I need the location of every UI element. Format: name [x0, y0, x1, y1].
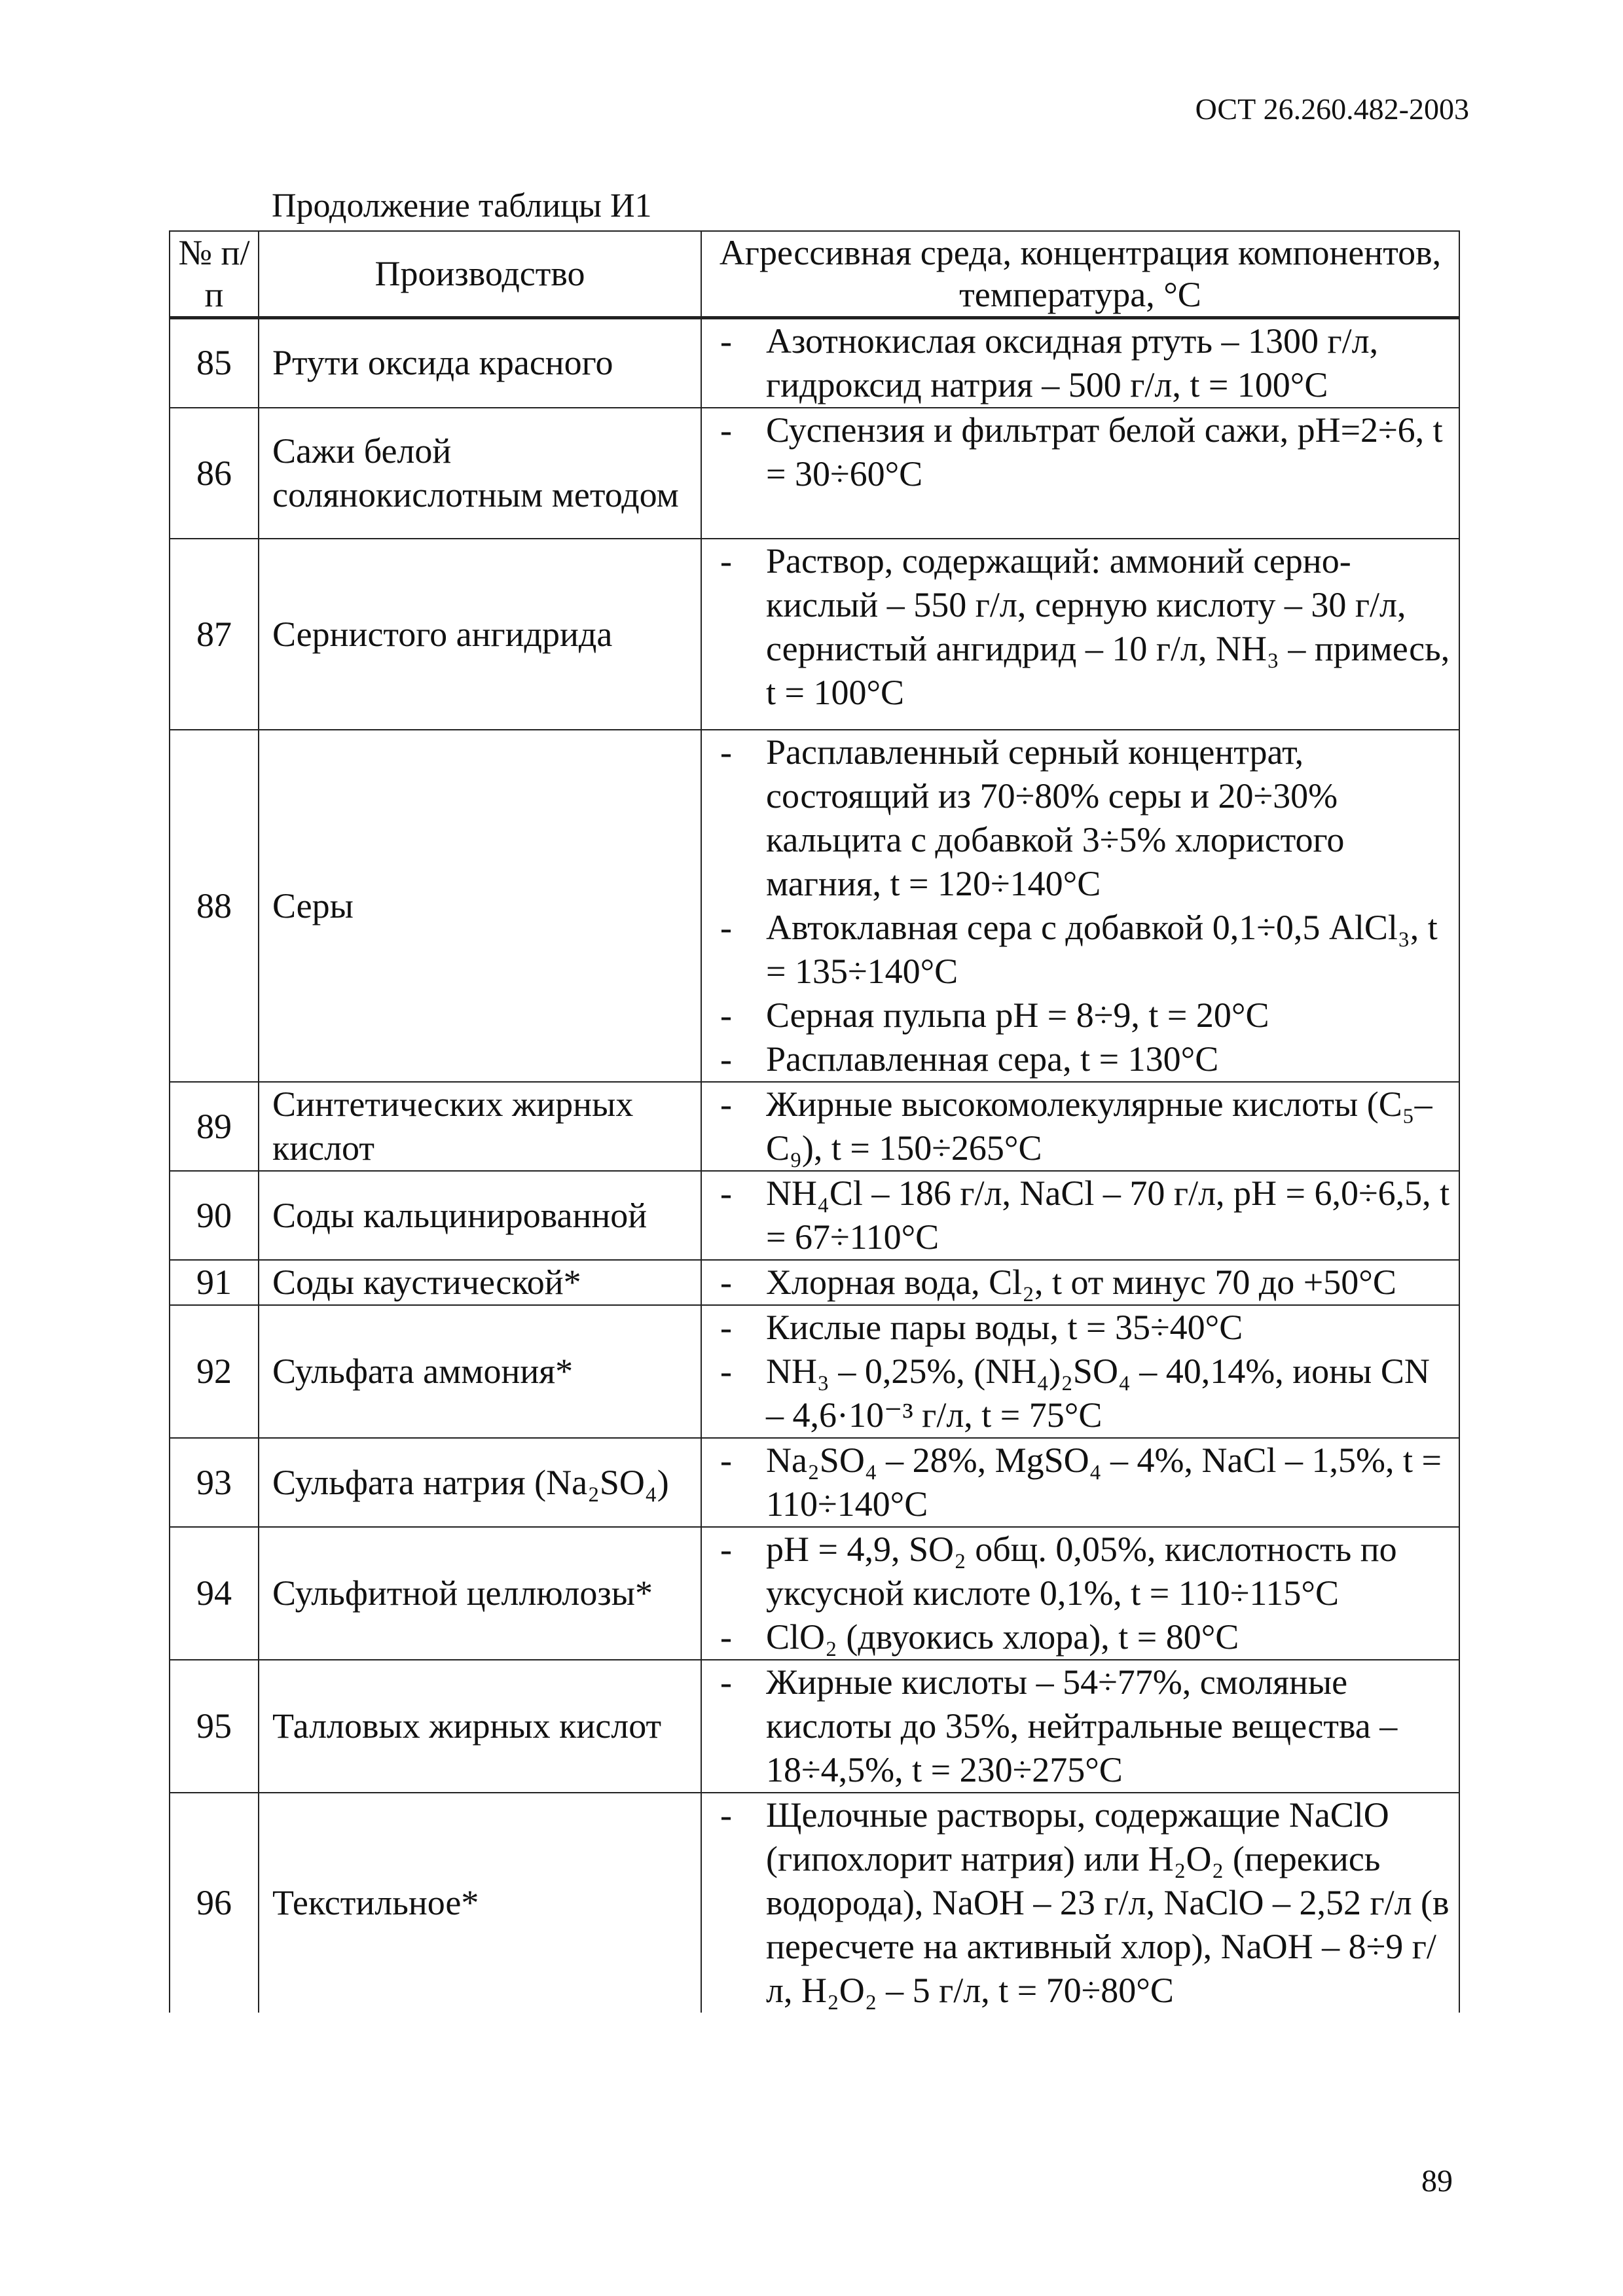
environment-text: Na₂SO₄ – 28%, MgSO₄ – 4%, NaCl – 1,5%, t = 110÷140°C	[766, 1441, 1442, 1524]
row-number: 96	[170, 1793, 259, 2013]
list-dash: -	[720, 410, 732, 450]
environment-item	[720, 994, 1455, 1037]
environment-text: Автоклавная сера с добавкой 0,1÷0,5 AlCl₃, t = 135÷140°C	[766, 908, 1438, 991]
environment-text: Хлорная вода, Cl₂, t от минус 70 до +50°C	[766, 1263, 1396, 1302]
row-number: 93	[170, 1438, 259, 1527]
row-number: 92	[170, 1305, 259, 1438]
environment-item	[720, 1660, 1455, 1792]
table-caption: Продолжение таблицы И1	[272, 187, 652, 224]
environment-text: Расплавленная сера, t = 130°C	[766, 1039, 1219, 1079]
table-row	[170, 1082, 1459, 1171]
environment-text: Расплавленный серный концентрат, состоящий из 70÷80% серы и 20÷30% кальцита с добавкой 3÷5% хлористого магния, t = 120÷140°C	[766, 732, 1345, 903]
list-dash: -	[720, 1263, 732, 1302]
environment-item	[720, 1172, 1455, 1259]
table-row	[170, 317, 1459, 408]
production-name: Соды каустической*	[259, 1260, 701, 1305]
production-name: Соды кальцинированной	[259, 1171, 701, 1260]
environment-item	[720, 408, 1455, 496]
production-name: Сульфитной целлюлозы*	[259, 1527, 701, 1660]
list-dash: -	[720, 1617, 732, 1657]
production-name: Серы	[259, 730, 701, 1082]
environment-item	[720, 1037, 1455, 1081]
environment-item	[720, 1439, 1455, 1526]
environment-cell	[701, 1305, 1459, 1438]
environment-text: Щелочные растворы, содержащие NaClO (гипохлорит натрия) или H₂O₂ (перекись водорода), NaOH – 23 г/л, NaClO – 2,52 г/л (в пересчете на активный хлор), NaOH – 8÷9 г/л, H₂O₂ – 5 г/л, t = 70÷80°C	[766, 1795, 1450, 2010]
list-dash: -	[720, 1174, 732, 1213]
page-number: 89	[1421, 2164, 1453, 2198]
table-row	[170, 1305, 1459, 1438]
list-dash: -	[720, 1662, 732, 1702]
table-row	[170, 1527, 1459, 1660]
table-row	[170, 1260, 1459, 1305]
table-row	[170, 539, 1459, 730]
data-table	[169, 230, 1460, 2013]
table-row	[170, 1793, 1459, 2013]
list-dash: -	[720, 908, 732, 947]
header-production: Производство	[259, 231, 701, 317]
table-row	[170, 1660, 1459, 1793]
production-name: Ртути оксида красного	[259, 317, 701, 408]
row-number: 94	[170, 1527, 259, 1660]
table-row	[170, 730, 1459, 1082]
table-row	[170, 1438, 1459, 1527]
environment-text: NH₃ – 0,25%, (NH₄)₂SO₄ – 40,14%, ионы CN – 4,6·10⁻³ г/л, t = 75°C	[766, 1352, 1430, 1435]
production-name: Сульфата натрия (Na₂SO₄)	[259, 1438, 701, 1527]
list-dash: -	[720, 1352, 732, 1391]
environment-cell	[701, 730, 1459, 1082]
list-dash: -	[720, 1530, 732, 1569]
environment-text: Жирные кислоты – 54÷77%, смоляные кислоты до 35%, нейтральные вещества – 18÷4,5%, t = 230÷275°C	[766, 1662, 1398, 1789]
list-dash: -	[720, 1039, 732, 1079]
row-number: 91	[170, 1260, 259, 1305]
environment-item	[720, 1083, 1455, 1170]
production-name: Сажи белой солянокислотным методом	[259, 408, 701, 539]
list-dash: -	[720, 321, 732, 361]
production-name: Талловых жирных кислот	[259, 1660, 701, 1793]
list-dash: -	[720, 1441, 732, 1480]
production-name: Сернистого ангидрида	[259, 539, 701, 730]
environment-text: Суспензия и фильтрат белой сажи, pH=2÷6, t = 30÷60°C	[766, 410, 1443, 493]
environment-item	[720, 730, 1455, 906]
table-row	[170, 408, 1459, 539]
environment-text: Жирные высокомолекулярные кислоты (C₅–C₉), t = 150÷265°C	[766, 1085, 1432, 1168]
environment-item	[720, 1793, 1455, 2013]
row-number: 88	[170, 730, 259, 1082]
environment-text: Серная пульпа pH = 8÷9, t = 20°C	[766, 996, 1269, 1035]
table-body	[170, 317, 1459, 2013]
environment-text: NH₄Cl – 186 г/л, NaCl – 70 г/л, pH = 6,0÷6,5, t = 67÷110°C	[766, 1174, 1450, 1257]
production-name: Синтетических жирных кислот	[259, 1082, 701, 1171]
environment-item	[720, 539, 1455, 715]
environment-item	[720, 1615, 1455, 1659]
row-number: 95	[170, 1660, 259, 1793]
environment-item	[720, 319, 1455, 407]
environment-cell	[701, 317, 1459, 408]
environment-item	[720, 1306, 1455, 1350]
environment-text: ClO₂ (двуокись хлора), t = 80°C	[766, 1617, 1239, 1657]
list-dash: -	[720, 996, 732, 1035]
row-number: 90	[170, 1171, 259, 1260]
environment-cell	[701, 408, 1459, 539]
list-dash: -	[720, 1085, 732, 1124]
environment-item	[720, 1261, 1455, 1304]
table-row	[170, 1171, 1459, 1260]
row-number: 86	[170, 408, 259, 539]
header-environment: Агрессивная среда, концентрация компонентов, температура, °С	[701, 231, 1459, 317]
header-num: № п/п	[170, 231, 259, 317]
table-header-row	[170, 231, 1459, 317]
environment-cell	[701, 1438, 1459, 1527]
environment-cell	[701, 1082, 1459, 1171]
row-number: 85	[170, 317, 259, 408]
production-name: Текстильное*	[259, 1793, 701, 2013]
environment-item	[720, 1528, 1455, 1615]
document-code: ОСТ 26.260.482-2003	[1195, 92, 1469, 126]
environment-text: Кислые пары воды, t = 35÷40°C	[766, 1308, 1243, 1347]
list-dash: -	[720, 1308, 732, 1347]
environment-item	[720, 906, 1455, 994]
environment-cell	[701, 1171, 1459, 1260]
environment-cell	[701, 1260, 1459, 1305]
list-dash: -	[720, 541, 732, 581]
environment-cell	[701, 1527, 1459, 1660]
environment-text: Раствор, содержащий: аммоний серно-кислый – 550 г/л, серную кислоту – 30 г/л, сернистый ангидрид – 10 г/л, NH₃ – примесь, t = 100°C	[766, 541, 1450, 712]
environment-cell	[701, 1793, 1459, 2013]
environment-text: Азотнокислая оксидная ртуть – 1300 г/л, гидроксид натрия – 500 г/л, t = 100°C	[766, 321, 1379, 404]
environment-cell	[701, 539, 1459, 730]
production-name: Сульфата аммония*	[259, 1305, 701, 1438]
environment-cell	[701, 1660, 1459, 1793]
environment-text: pH = 4,9, SO₂ общ. 0,05%, кислотность по уксусной кислоте 0,1%, t = 110÷115°C	[766, 1530, 1397, 1613]
row-number: 89	[170, 1082, 259, 1171]
list-dash: -	[720, 732, 732, 772]
list-dash: -	[720, 1795, 732, 1835]
row-number: 87	[170, 539, 259, 730]
environment-item	[720, 1350, 1455, 1437]
